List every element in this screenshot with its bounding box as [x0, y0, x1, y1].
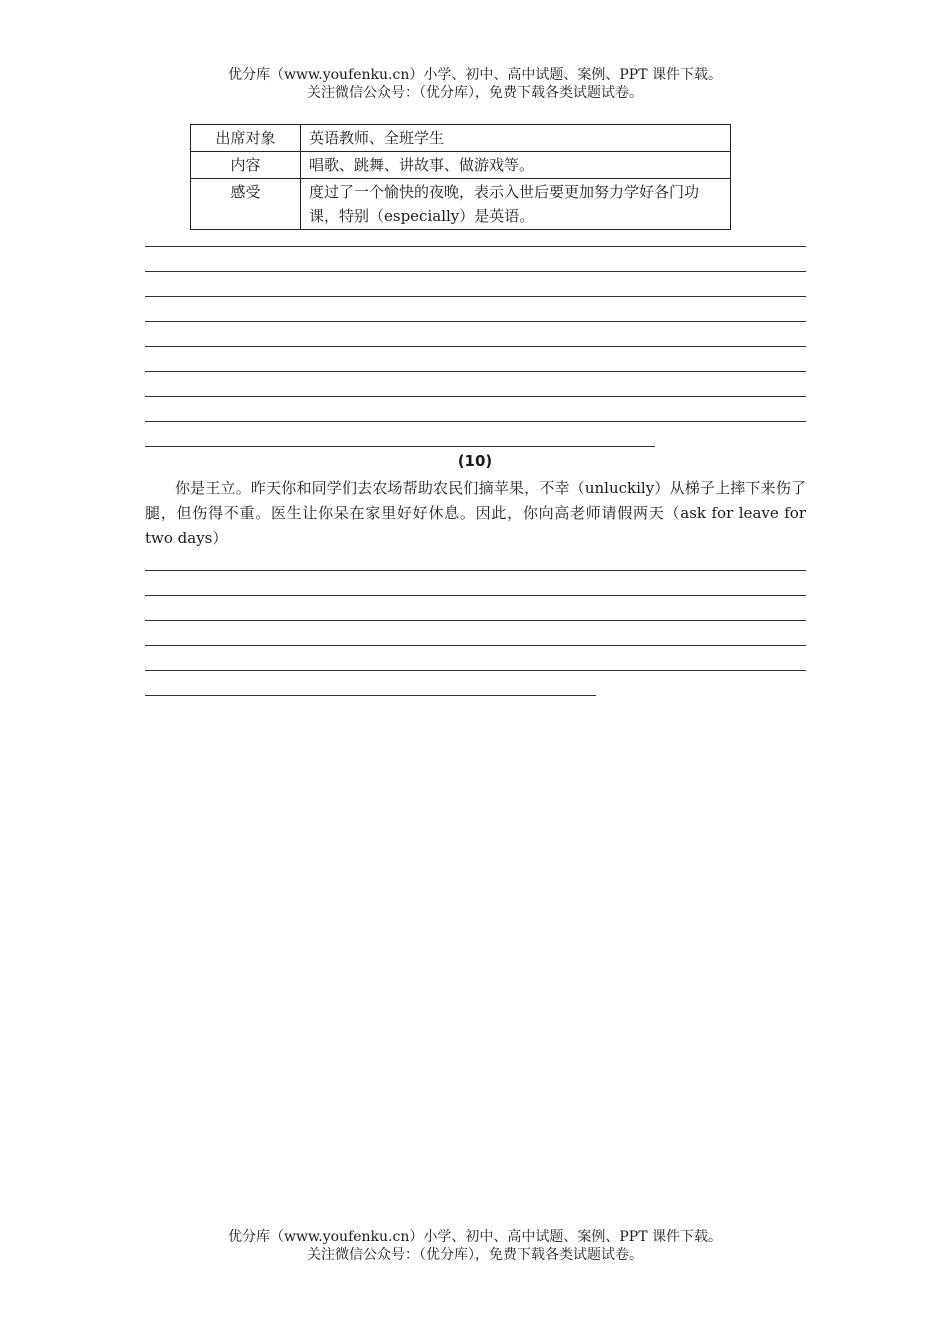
answer-line[interactable] [145, 297, 806, 322]
answer-line[interactable] [145, 571, 806, 596]
row-value-attendees: 英语教师、全班学生 [301, 125, 731, 152]
question-number: (10) [457, 452, 493, 470]
row-value-feelings: 度过了一个愉快的夜晚，表示入世后要更加努力学好各门功课，特别（especially）是英语。 [301, 179, 731, 230]
row-value-content: 唱歌、跳舞、讲故事、做游戏等。 [301, 152, 731, 179]
answer-line[interactable] [145, 222, 806, 247]
answer-line[interactable] [145, 322, 806, 347]
info-table [190, 124, 731, 230]
header-line-1: 优分库（www.youfenku.cn）小学、初中、高中试题、案例、PPT 课件下载。 [227, 67, 722, 83]
footer-line-1: 优分库（www.youfenku.cn）小学、初中、高中试题、案例、PPT 课件下载。 [227, 1229, 722, 1245]
answer-line[interactable] [145, 272, 806, 297]
footer-line-2: 关注微信公众号：（优分库），免费下载各类试题试卷。 [307, 1247, 643, 1263]
answer-lines-9 [145, 222, 806, 447]
page-footer [0, 1228, 950, 1264]
header-line-2: 关注微信公众号：（优分库），免费下载各类试题试卷。 [307, 85, 643, 101]
table-row [191, 152, 731, 179]
answer-line[interactable] [145, 422, 655, 447]
row-label-attendees: 出席对象 [191, 125, 301, 152]
answer-line[interactable] [145, 671, 596, 696]
answer-line[interactable] [145, 247, 806, 272]
answer-lines-10 [145, 546, 806, 696]
answer-line[interactable] [145, 372, 806, 397]
answer-line[interactable] [145, 621, 806, 646]
table-row [191, 125, 731, 152]
row-label-feelings: 感受 [191, 179, 301, 230]
answer-line[interactable] [145, 347, 806, 372]
answer-line[interactable] [145, 596, 806, 621]
row-label-content: 内容 [191, 152, 301, 179]
answer-line[interactable] [145, 646, 806, 671]
page-header [0, 66, 950, 102]
question-prompt: 你是王立。昨天你和同学们去农场帮助农民们摘苹果，不幸（unluckily）从梯子上摔下来伤了腿，但伤得不重。医生让你呆在家里好好休息。因此，你向高老师请假两天（ask for leave for two days） [145, 479, 806, 547]
answer-line[interactable] [145, 546, 806, 571]
answer-line[interactable] [145, 397, 806, 422]
